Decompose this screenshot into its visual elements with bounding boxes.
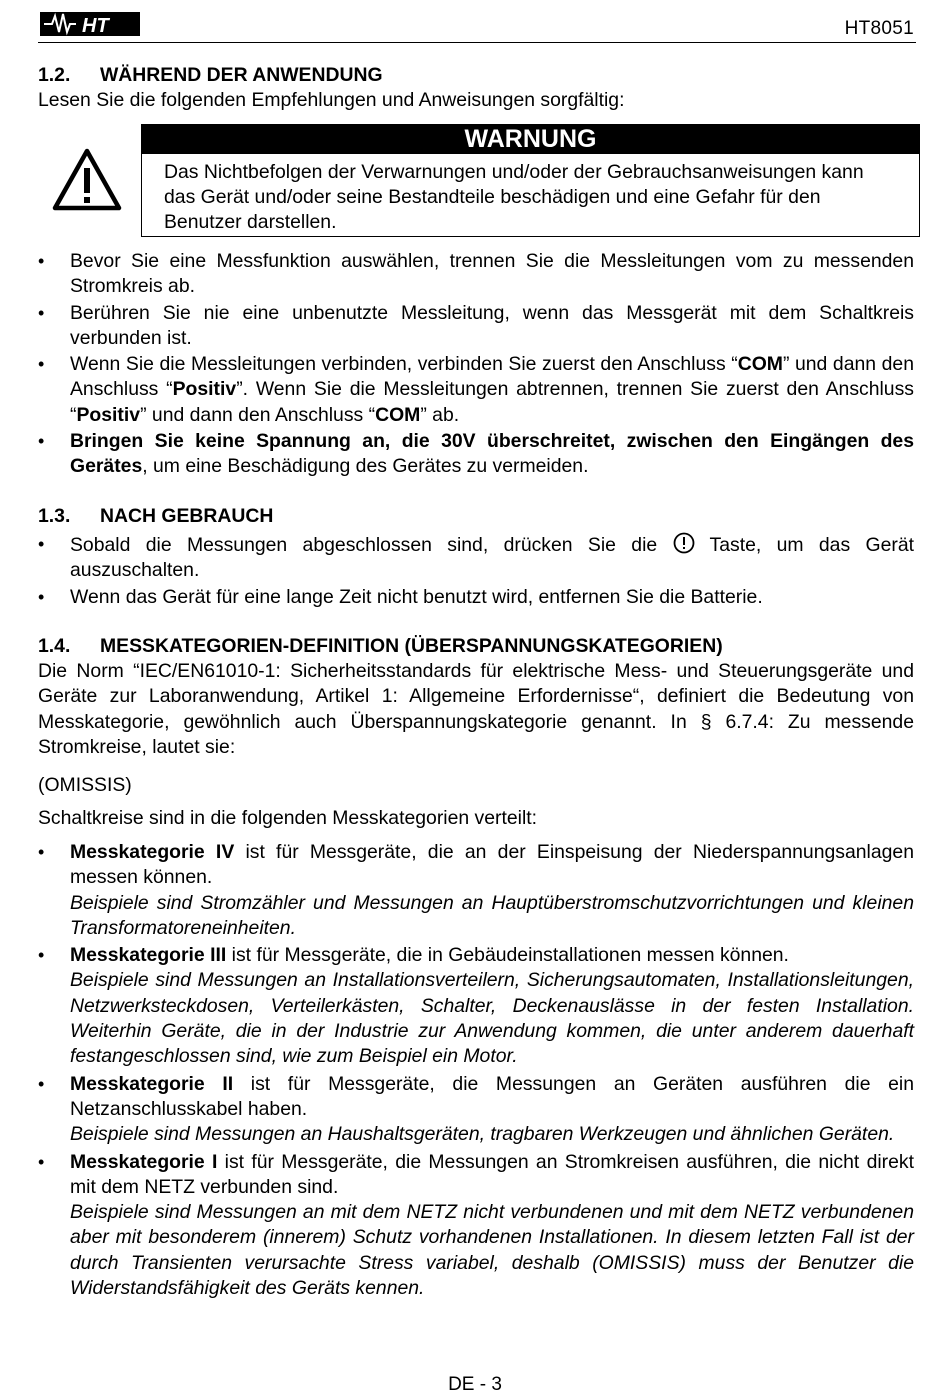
list-item: • Berühren Sie nie eine unbenutzte Messleitung, wenn das Messgerät mit dem Schaltkreis verbunden ist.	[38, 301, 914, 352]
list-item: • Messkategorie IV ist für Messgeräte, die an der Einspeisung der Niederspannungsanlagen messen können. Beispiele sind Stromzähler und Messungen an Hauptüberstromschutzvorrichtungen und kleinen Transformatoreneinheiten.	[38, 840, 914, 941]
list-item: • Sobald die Messungen abgeschlossen sind, drücken Sie die Taste, um das Gerät auszuschalten.	[38, 532, 914, 584]
warning-text: Das Nichtbefolgen der Verwarnungen und/oder der Gebrauchsanweisungen kann das Gerät und/oder seine Bestandteile beschädigen und eine Gefahr für den Benutzer darstellen.	[164, 161, 864, 233]
list-item: • Bringen Sie keine Spannung an, die 30V überschreitet, zwischen den Eingängen des Gerätes, um eine Beschädigung des Gerätes zu vermeiden.	[38, 429, 914, 480]
list-item: • Messkategorie III ist für Messgeräte, die in Gebäudeinstallationen messen können. Beispiele sind Messungen an Installationsverteilern, Sicherungsautomaten, Installationsleitungen, Netzwerksteckdosen, Verteilerkästen, Schalter, Deckenauslässe in der festen Installation. Weiterhin Geräte, die in der Industrie zur Anwendung kommen, die unter anderem dauerhaft festangeschlossen sind, wie zum Beispiel ein Motor.	[38, 943, 914, 1069]
list-item: • Wenn das Gerät für eine lange Zeit nicht benutzt wird, entfernen Sie die Batterie.	[38, 585, 914, 610]
power-button-icon	[673, 532, 695, 554]
usage-bullet-list	[38, 249, 914, 480]
section-intro: Lesen Sie die folgenden Empfehlungen und Anweisungen sorgfältig:	[38, 89, 625, 112]
section-1-3-heading: 1.3. NACH GEBRAUCH	[38, 505, 274, 527]
omissis-text: (OMISSIS)	[38, 774, 132, 796]
section-1-4-heading: 1.4. MESSKATEGORIEN-DEFINITION (ÜBERSPANNUNGSKATEGORIEN)	[38, 635, 723, 657]
warning-title: WARNUNG	[141, 124, 920, 154]
warning-box	[141, 154, 920, 237]
section-1-2-heading: 1.2. WÄHREND DER ANWENDUNG Lesen Sie die folgenden Empfehlungen und Anweisungen sorgfältig:	[38, 63, 914, 114]
section-title: NACH GEBRAUCH	[100, 505, 274, 527]
page-number: DE - 3	[448, 1374, 502, 1395]
ht-logo	[40, 11, 140, 37]
list-item: • Bevor Sie eine Messfunktion auswählen, trennen Sie die Messleitungen vom zu messenden Stromkreis ab.	[38, 249, 914, 300]
list-item: • Messkategorie I ist für Messgeräte, die Messungen an Stromkreisen ausführen, die nicht direkt mit dem NETZ verbunden sind. Beispiele sind Messungen an mit dem NETZ nicht verbundenen und mit dem NETZ verbundenen aber mit besonderem (innerem) Schutz vorhandenen Installationen. In diesem letzten Fall ist der durch Transienten verursachte Stress variabel, deshalb (OMISSIS) muss der Benutzer die Widerstandsfähigkeit des Geräts kennen.	[38, 1150, 914, 1302]
svg-text:HT: HT	[82, 15, 109, 37]
list-item: • Wenn Sie die Messleitungen verbinden, verbinden Sie zuerst den Anschluss “COM” und dann den Anschluss “Positiv”. Wenn Sie die Messleitungen abtrennen, trennen Sie zuerst den Anschluss “Positiv” und dann den Anschluss “COM” ab.	[38, 352, 914, 428]
after-use-bullet-list	[38, 532, 914, 610]
categories-intro: Schaltkreise sind in die folgenden Messkategorien verteilt:	[38, 807, 538, 829]
categories-list	[38, 840, 914, 1301]
norm-paragraph: Die Norm “IEC/EN61010-1: Sicherheitsstandards für elektrische Mess- und Steuerungsgeräte und Geräte zur Laboranwendung, Artikel 1: Allgemeine Erfordernisse“, definiert die Bedeutung von Messkategorie, gewöhnlich auch Überspannungskategorie genannt. In § 6.7.4: Zu messende Stromkreise, lautet sie:	[38, 660, 914, 758]
page-header	[38, 6, 916, 43]
model-number: HT8051	[844, 18, 914, 39]
warning-triangle-icon	[52, 148, 122, 212]
list-item: • Messkategorie II ist für Messgeräte, die Messungen an Geräten ausführen die ein Netzanschlusskabel haben. Beispiele sind Messungen an Haushaltsgeräten, tragbaren Werkzeugen und ähnlichen Geräten.	[38, 1072, 914, 1148]
section-title: WÄHREND DER ANWENDUNG	[100, 64, 383, 86]
section-title: MESSKATEGORIEN-DEFINITION (ÜBERSPANNUNGSKATEGORIEN)	[100, 635, 723, 657]
